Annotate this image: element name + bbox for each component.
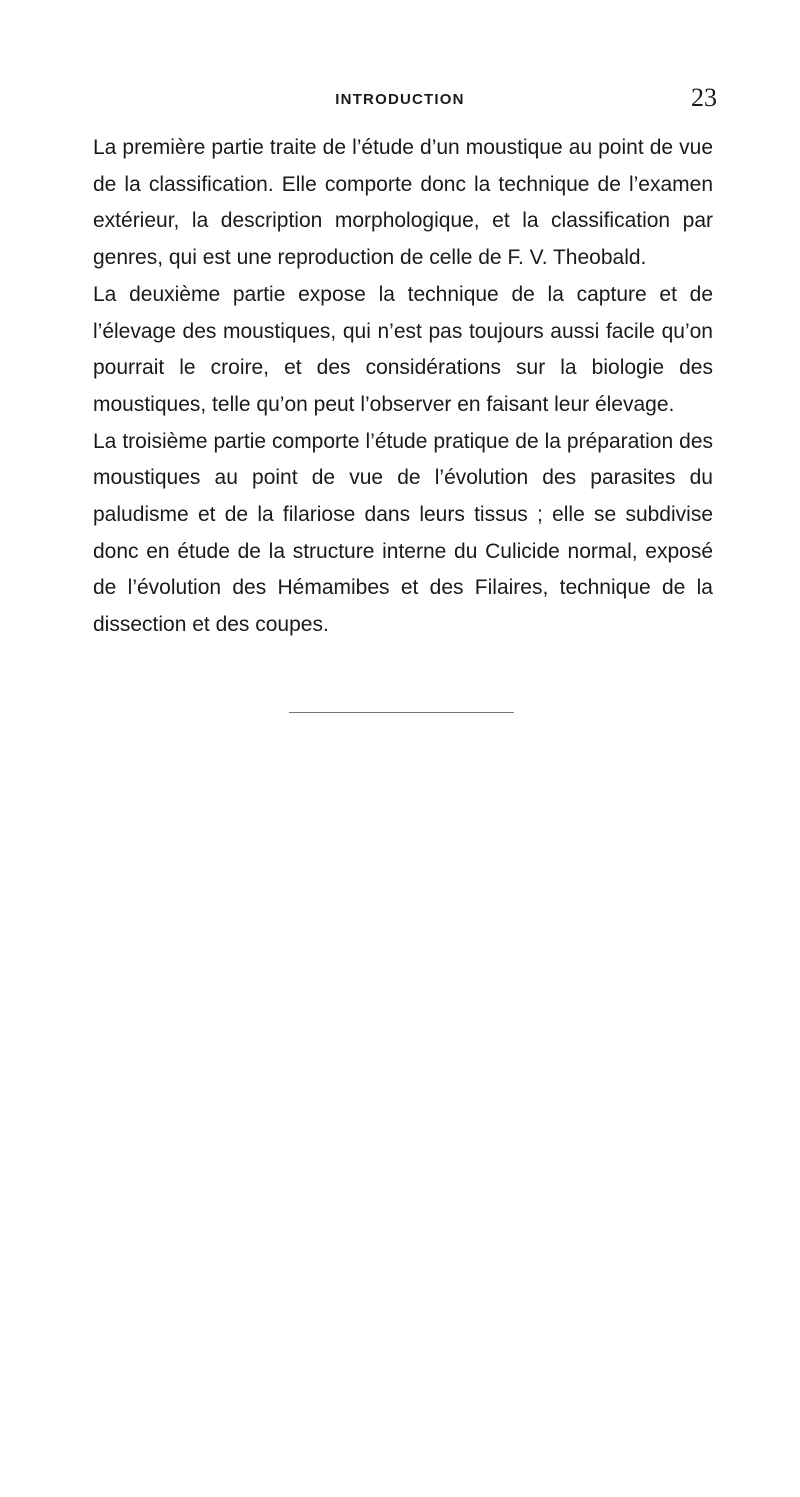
page-number: 23 bbox=[691, 83, 717, 112]
paragraph-third-part: La troisième partie comporte l’étude pratique de la préparation des moustiques au point de vue de l’évolution des parasites du paludisme et de la filariose dans leurs tissus ; elle se subdivise donc en étude de la structure interne du Culicide normal, exposé de l’évolution des Hémamibes et des Filaires, technique de la dissection et des coupes. bbox=[93, 429, 713, 637]
body-text bbox=[93, 130, 713, 644]
section-divider bbox=[289, 712, 514, 713]
running-title: INTRODUCTION bbox=[335, 91, 465, 108]
paragraph-second-part: La deuxième partie expose la technique de la capture et de l’élevage des moustiques, qui n’est pas toujours aussi facile qu’on pourrait le croire, et des considérations sur la biologie des moustiques, telle qu’on peut l’observer en faisant leur élevage. bbox=[93, 282, 713, 416]
paragraph-first-part: La première partie traite de l’étude d’un moustique au point de vue de la classification. Elle comporte donc la technique de l’examen extérieur, la description morphologique, et la classification par genres, qui est une reproduction de celle de F. V. Theobald. bbox=[93, 136, 713, 270]
running-head bbox=[0, 83, 800, 119]
